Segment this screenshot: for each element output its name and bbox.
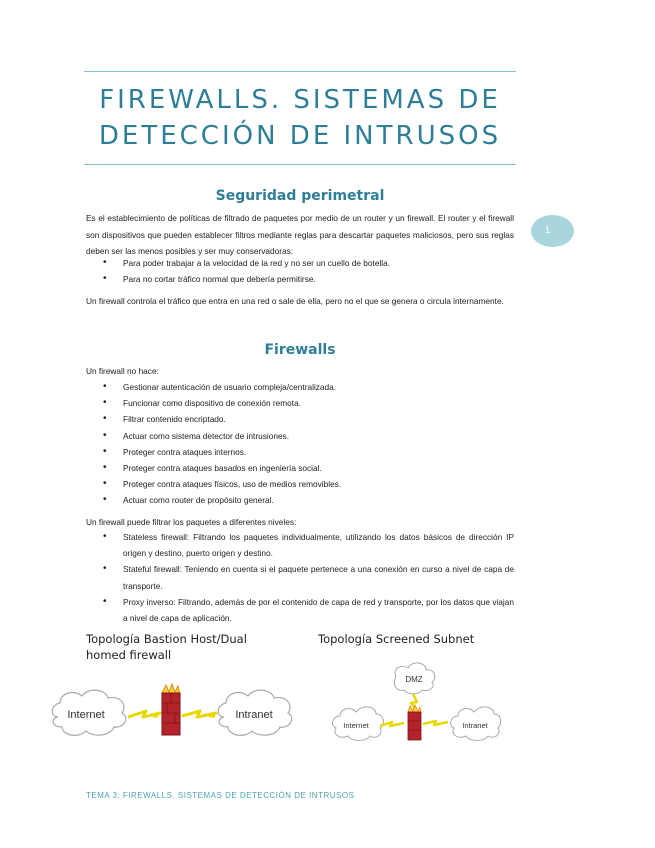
seguridad-intro: Es el establecimiento de políticas de filtrado de paquetes por medio de un router y un firewall. El router y el firewall son dispositivos que pueden establecer filtros mediante reglas para descartar paquetes maliciosos, pero sus reglas deben ser las menos posibles y ser muy conservadoras: [86, 213, 514, 257]
figure-caption-bastion: Topología Bastion Host/Dual homed firewall [86, 632, 247, 662]
internet-label: Internet [343, 721, 369, 730]
list-item: • Actuar como router de propósito general. [86, 492, 514, 508]
list-item: • Filtrar contenido encriptado. [86, 411, 514, 427]
list-item: • Proteger contra ataques internos. [86, 444, 514, 460]
no-hace-intro: Un firewall no hace: [86, 366, 159, 376]
list-item: • Proxy inverso: Filtrando, además de por el contenido de capa de red y transporte, por los datos que viajan a nivel de capa de aplicación. [86, 594, 514, 626]
page-title [84, 82, 516, 154]
page-number: 1 [545, 225, 551, 235]
seguridad-closing: Un firewall controla el tráfico que entra en una red o sale de ella, pero no el que se genera o circula internamente. [86, 296, 504, 306]
lightning-bolt-icon [128, 711, 160, 717]
list-item: • Funcionar como dispositivo de conexión remota. [86, 395, 514, 411]
intranet-cloud-icon [218, 690, 291, 735]
intranet-cloud-icon [451, 707, 501, 741]
lightning-bolt-icon [182, 711, 216, 717]
niveles-list [86, 529, 514, 626]
list-item: • Proteger contra ataques físicos, uso de medios removibles. [86, 476, 514, 492]
list-item: • Para poder trabajar a la velocidad de la red y no ser un cuello de botella. [86, 255, 514, 271]
bastion-host-diagram [48, 683, 298, 745]
list-item: • Stateless firewall: Filtrando los paquetes individualmente, utilizando los datos básicos de dirección IP origen y destino, puerto origen y destino. [86, 529, 514, 561]
firewall-icon [162, 684, 180, 735]
dmz-cloud-icon [394, 663, 434, 694]
list-item: • Proteger contra ataques basados en ingeniería social. [86, 460, 514, 476]
niveles-intro: Un firewall puede filtrar los paquetes a diferentes niveles: [86, 517, 297, 527]
internet-label: Internet [67, 709, 105, 721]
figure-caption-screened: Topología Screened Subnet [318, 632, 475, 646]
list-item: • Gestionar autenticación de usuario compleja/centralizada. [86, 379, 514, 395]
title-bottom-rule [84, 164, 516, 165]
seguridad-bullets [86, 255, 514, 287]
intranet-label: Intranet [235, 709, 273, 721]
title-line-1: FIREWALLS. SISTEMAS DE [99, 85, 501, 115]
intranet-label: Intranet [462, 721, 488, 730]
title-line-2: DETECCIÓN DE INTRUSOS [98, 121, 502, 151]
list-item: • Para no cortar tráfico normal que debería permitirse. [86, 271, 514, 287]
section-heading-firewalls: Firewalls [264, 342, 336, 358]
firewall-icon [408, 705, 421, 740]
page-footer: TEMA 3: FIREWALLS. SISTEMAS DE DETECCIÓN DE INTRUSOS [86, 791, 355, 800]
page-number-badge [531, 215, 574, 247]
dmz-label: DMZ [405, 675, 423, 684]
lightning-bolt-icon [423, 721, 448, 725]
internet-cloud-icon [52, 690, 125, 735]
internet-cloud-icon [333, 707, 384, 741]
screened-subnet-diagram [330, 660, 502, 746]
section-heading-seguridad: Seguridad perimetral [215, 188, 385, 204]
no-hace-list [86, 379, 514, 509]
list-item: • Actuar como sistema detector de intrusiones. [86, 428, 514, 444]
list-item: • Stateful firewall: Teniendo en cuenta si el paquete pertenece a una conexión en curso a nivel de capa de transporte. [86, 561, 514, 593]
top-rule [84, 71, 516, 72]
